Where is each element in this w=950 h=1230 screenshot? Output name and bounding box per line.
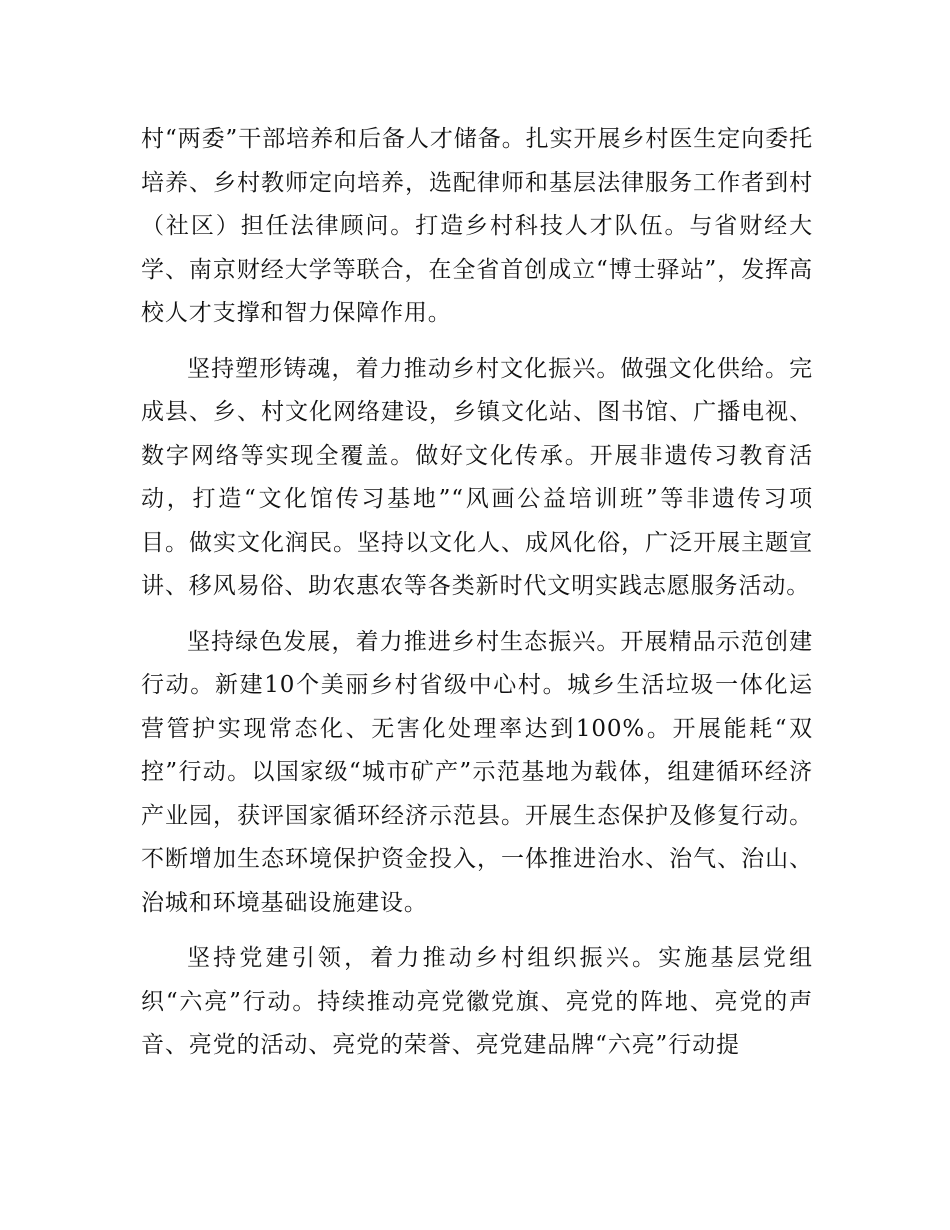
paragraph-organization: 坚持党建引领，着力推动乡村组织振兴。实施基层党组织“六亮”行动。持续推动亮党徽党旗、亮党的阵地、亮党的声音、亮党的活动、亮党的荣誉、亮党建品牌“六亮”行动提: [141, 945, 813, 1058]
paragraph-continuation: 村“两委”干部培养和后备人才储备。扎实开展乡村医生定向委托培养、乡村教师定向培养，选配律师和基层法律服务工作者到村（社区）担任法律顾问。打造乡村科技人才队伍。与省财经大学、南京财经大学等联合，在全省首创成立“博士驿站”，发挥高校人才支撑和智力保障作用。: [141, 126, 813, 326]
paragraph-ecology: 坚持绿色发展，着力推进乡村生态振兴。开展精品示范创建行动。新建10个美丽乡村省级中心村。城乡生活垃圾一体化运营管护实现常态化、无害化处理率达到100%。开展能耗“双控”行动。以国家级“城市矿产”示范基地为载体，组建循环经济产业园，获评国家循环经济示范县。开展生态保护及修复行动。不断增加生态环境保护资金投入，一体推进治水、治气、治山、治城和环境基础设施建设。: [141, 628, 813, 916]
document-body: [141, 118, 813, 1068]
paragraph-culture: 坚持塑形铸魂，着力推动乡村文化振兴。做强文化供给。完成县、乡、村文化网络建设，乡镇文化站、图书馆、广播电视、数字网络等实现全覆盖。做好文化传承。开展非遗传习教育活动，打造“文化馆传习基地”“风画公益培训班”等非遗传习项目。做实文化润民。坚持以文化人、成风化俗，广泛开展主题宣讲、移风易俗、助农惠农等各类新时代文明实践志愿服务活动。: [141, 355, 813, 599]
